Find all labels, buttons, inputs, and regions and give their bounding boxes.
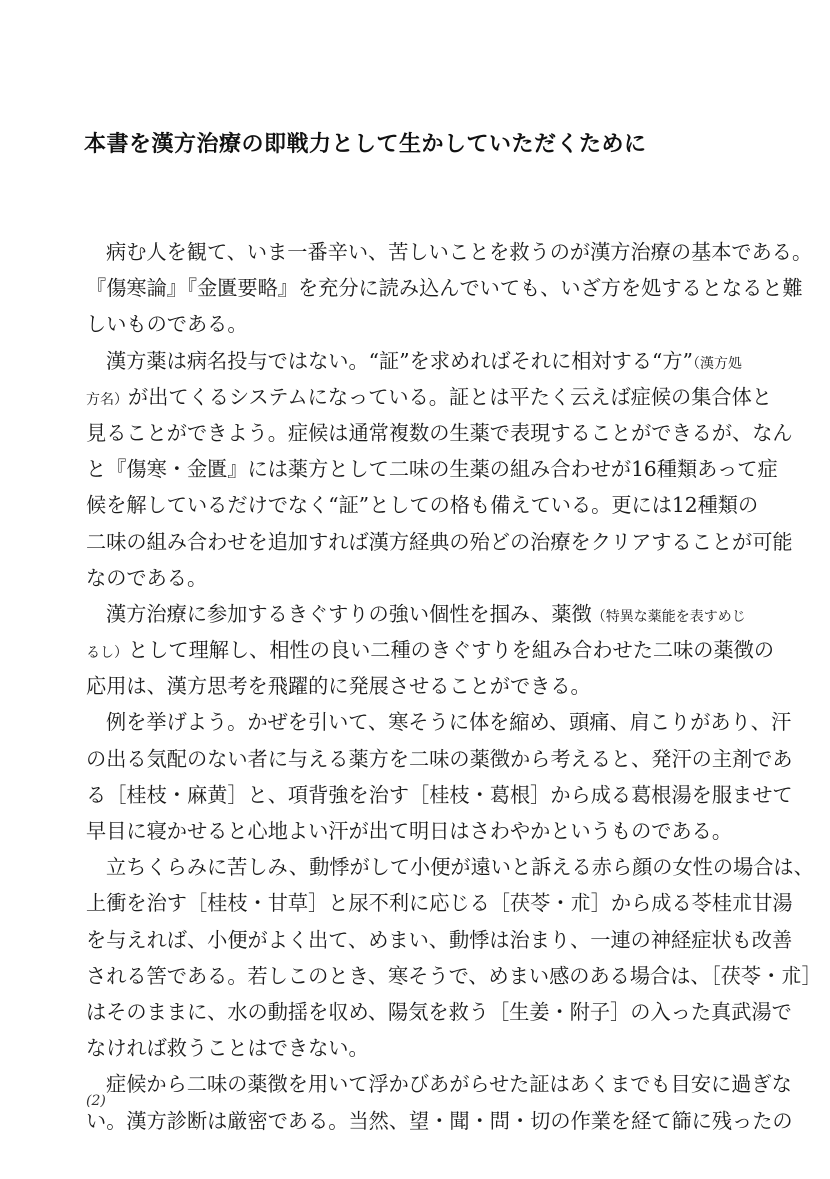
line-text: 早目に寝かせると心地よい汗が出て明日はさわやかというものである。 — [86, 819, 733, 843]
text-line — [86, 958, 822, 994]
line-text: 候を解しているだけでなく“証”としての格も備えている。更には12種類の — [86, 493, 759, 518]
text-line — [86, 813, 742, 849]
line-text: しいものである。 — [86, 312, 248, 337]
line-text: 漢方治療に参加するきぐすりの強い個性を掴み、薬徴 — [106, 601, 592, 626]
annotation-text: （特異な薬能を表すめじ — [591, 608, 746, 625]
line-text: 二味の組み合わせを追加すれば漢方経典の殆どの治療をクリアすることが可能 — [86, 529, 793, 554]
text-line — [86, 524, 793, 560]
text-line — [86, 668, 742, 704]
annotation-text: （漢方処 — [692, 355, 742, 372]
text-line — [86, 306, 742, 342]
annotation-text: るし） — [86, 645, 128, 662]
text-line — [86, 415, 793, 451]
line-text: なのである。 — [86, 565, 208, 590]
line-text: い。漢方診断は厳密である。当然、望・聞・問・切の作業を経て篩に残ったの — [86, 1108, 793, 1133]
line-text: として理解し、相性の良い二種のきぐすりを組み合わせた二味の薬徴の — [128, 638, 775, 663]
line-text: 病む人を観て、いま一番辛い、苦しいことを救うのが漢方治療の基本である。 — [106, 240, 813, 264]
text-line — [86, 922, 793, 958]
text-line — [86, 632, 775, 668]
text-line — [86, 849, 814, 885]
line-text: 応用は、漢方思考を飛躍的に発展させることができる。 — [86, 674, 591, 699]
line-text: 見ることができよう。症候は通常複数の生薬で表現することができるが、なん — [86, 420, 793, 445]
line-text: される筈である。若しこのとき、寒そうで、めまい感のある場合は、［茯苓・朮］ — [86, 963, 822, 988]
line-text: が出てくるシステムになっている。証とは平たく云えば症候の集合体と — [128, 384, 772, 409]
text-line — [86, 343, 742, 379]
text-line — [86, 885, 793, 921]
line-text: る［桂枝・麻黄］と、項背強を治す［桂枝・葛根］から成る葛根湯を服ませて — [86, 782, 793, 807]
text-line — [86, 1103, 793, 1139]
text-line — [86, 270, 803, 306]
line-text: なければ救うことはできない。 — [86, 1036, 369, 1061]
text-line — [86, 596, 746, 632]
line-text: 症候から二味の薬徴を用いて浮かびあがらせた証はあくまでも目安に過ぎな — [106, 1072, 792, 1097]
page-title: 本書を漢方治療の即戦力として生かしていただくために — [84, 130, 647, 157]
text-line — [86, 379, 772, 415]
line-text: 漢方薬は病名投与ではない。“証”を求めればそれに相対する“方” — [106, 348, 693, 373]
text-line — [86, 560, 742, 596]
text-line — [86, 994, 792, 1030]
text-line — [86, 704, 792, 740]
line-text: を与えれば、小便がよく出て、めまい、動悸は治まり、一連の神経症状も改善 — [86, 927, 793, 952]
line-text: の出る気配のない者に与える薬方を二味の薬徴から考えると、発汗の主剤であ — [86, 746, 793, 771]
text-line — [86, 451, 778, 487]
line-text: 『傷寒論』『金匱要略』を充分に読み込んでいても、いざ方を処するとなると難 — [86, 276, 803, 301]
line-text: 例を挙げよう。かぜを引いて、寒そうに体を縮め、頭痛、肩こりがあり、汗 — [106, 710, 792, 735]
line-text: はそのままに、水の動揺を収め、陽気を救う［生姜・附子］の入った真武湯で — [86, 999, 792, 1024]
line-text: 立ちくらみに苦しみ、動悸がして小便が遠いと訴える赤ら顔の女性の場合は、 — [106, 855, 814, 880]
text-line — [86, 234, 813, 270]
text-line — [86, 1066, 792, 1102]
text-line — [86, 487, 759, 523]
text-line — [86, 777, 793, 813]
body-text — [86, 234, 822, 1139]
annotation-text: 方名） — [86, 391, 128, 408]
text-line — [86, 1030, 742, 1066]
line-text: 上衝を治す［桂枝・甘草］と尿不利に応じる［茯苓・朮］から成る苓桂朮甘湯 — [86, 891, 793, 916]
page-number: (2) — [86, 1093, 106, 1109]
line-text: と『傷寒・金匱』には薬方として二味の生薬の組み合わせが16種類あって症 — [86, 457, 778, 482]
text-line — [86, 741, 793, 777]
